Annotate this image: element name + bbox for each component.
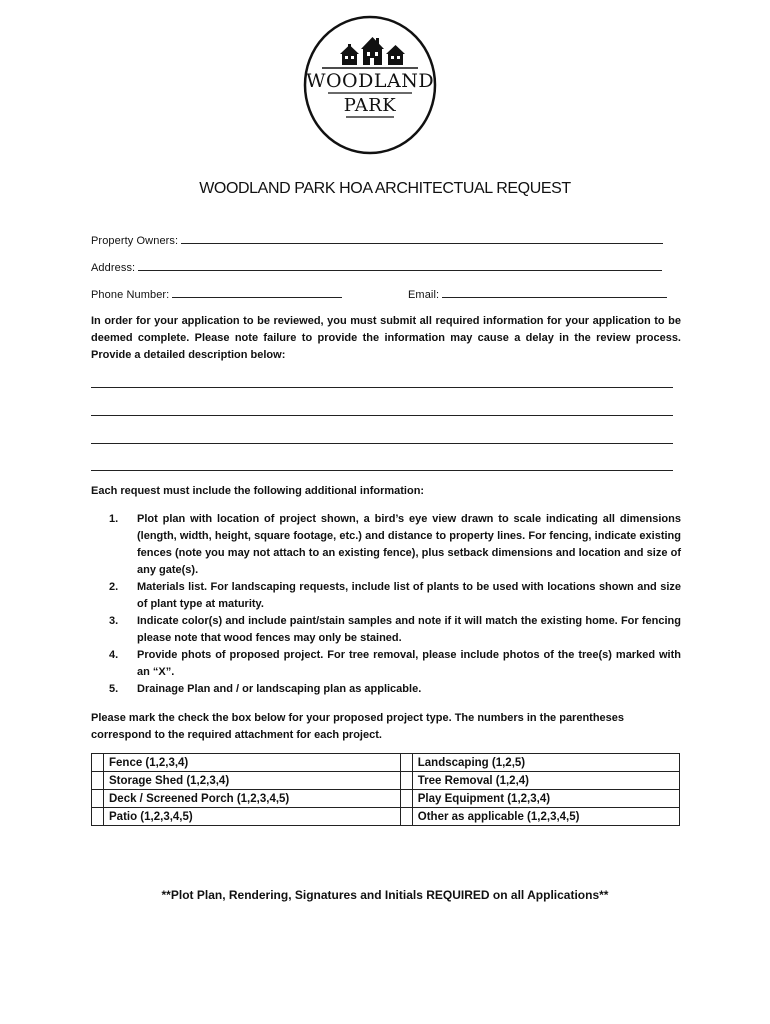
checkbox-landscaping[interactable]	[400, 754, 412, 772]
logo-text-woodland: WOODLAND	[305, 70, 435, 92]
phone-field[interactable]	[172, 287, 342, 298]
logo-text-park: PARK	[343, 95, 397, 116]
project-type-fence: Fence (1,2,3,4)	[104, 754, 401, 772]
email-field[interactable]	[442, 287, 667, 298]
requirement-item	[109, 681, 681, 698]
checkbox-play-equipment[interactable]	[400, 790, 412, 808]
email-label: Email:	[408, 289, 440, 301]
checkbox-deck[interactable]	[92, 790, 104, 808]
requirement-text: Drainage Plan and / or landscaping plan as applicable.	[137, 683, 422, 695]
requirement-text: Materials list. For landscaping requests, include list of plants to be used with locations shown and size of plant type at maturity.	[137, 581, 681, 610]
form-title: WOODLAND PARK HOA ARCHITECTUAL REQUEST	[199, 180, 571, 197]
address-field[interactable]	[138, 260, 662, 271]
table-row	[92, 790, 680, 808]
project-type-other: Other as applicable (1,2,3,4,5)	[412, 808, 679, 826]
requirements-list	[109, 511, 681, 698]
project-type-deck: Deck / Screened Porch (1,2,3,4,5)	[104, 790, 401, 808]
description-line-3[interactable]	[91, 443, 673, 444]
required-notice: **Plot Plan, Rendering, Signatures and Initials REQUIRED on all Applications**	[161, 888, 609, 902]
phone-row	[91, 287, 342, 301]
project-type-instructions: Please mark the check the box below for your proposed project type. The numbers in the parentheses correspond to the required attachment for each project.	[91, 712, 625, 741]
requirement-number: 3.	[109, 615, 119, 627]
email-row	[408, 287, 667, 301]
requirement-item	[109, 511, 681, 579]
instructions-paragraph: In order for your application to be reviewed, you must submit all required information for your application to be deemed complete. Please note failure to provide the information may cause a delay in the review process. Provide a detailed description below:	[91, 315, 681, 361]
requirement-item	[109, 647, 681, 681]
project-type-storage-shed: Storage Shed (1,2,3,4)	[104, 772, 401, 790]
description-line-4[interactable]	[91, 470, 673, 471]
phone-label: Phone Number:	[91, 289, 170, 301]
property-owners-row	[91, 233, 663, 247]
requirement-text: Indicate color(s) and include paint/stain samples and note if it will match the existing home. For fencing please note that wood fences may only be stained.	[137, 615, 681, 644]
project-type-play-equipment: Play Equipment (1,2,3,4)	[412, 790, 679, 808]
checkbox-other[interactable]	[400, 808, 412, 826]
table-row	[92, 808, 680, 826]
table-row	[92, 772, 680, 790]
requirement-text: Plot plan with location of project shown, a bird’s eye view drawn to scale indicating all dimensions (length, width, height, square footage, etc.) and distance to property lines. For fencing, indicate existing fences (note you may not attach to an existing fence), plus setback dimensions and location and size of any gate(s).	[137, 513, 681, 576]
requirement-number: 1.	[109, 513, 119, 525]
property-owners-field[interactable]	[181, 233, 663, 244]
address-row	[91, 260, 662, 274]
checkbox-patio[interactable]	[92, 808, 104, 826]
checkbox-fence[interactable]	[92, 754, 104, 772]
address-label: Address:	[91, 262, 136, 274]
requirement-item	[109, 579, 681, 613]
requirements-heading: Each request must include the following additional information:	[91, 485, 425, 497]
checkbox-storage-shed[interactable]	[92, 772, 104, 790]
project-type-patio: Patio (1,2,3,4,5)	[104, 808, 401, 826]
property-owners-label: Property Owners:	[91, 235, 179, 247]
project-type-tree-removal: Tree Removal (1,2,4)	[412, 772, 679, 790]
project-type-table	[91, 753, 680, 826]
description-line-2[interactable]	[91, 415, 673, 416]
description-line-1[interactable]	[91, 387, 673, 388]
project-type-landscaping: Landscaping (1,2,5)	[412, 754, 679, 772]
table-row	[92, 754, 680, 772]
requirement-number: 2.	[109, 581, 119, 593]
requirement-number: 4.	[109, 649, 119, 661]
requirement-number: 5.	[109, 683, 119, 695]
checkbox-tree-removal[interactable]	[400, 772, 412, 790]
requirement-text: Provide phots of proposed project. For tree removal, please include photos of the tree(s) marked with an “X”.	[137, 649, 681, 678]
requirement-item	[109, 613, 681, 647]
woodland-park-logo	[302, 15, 438, 155]
